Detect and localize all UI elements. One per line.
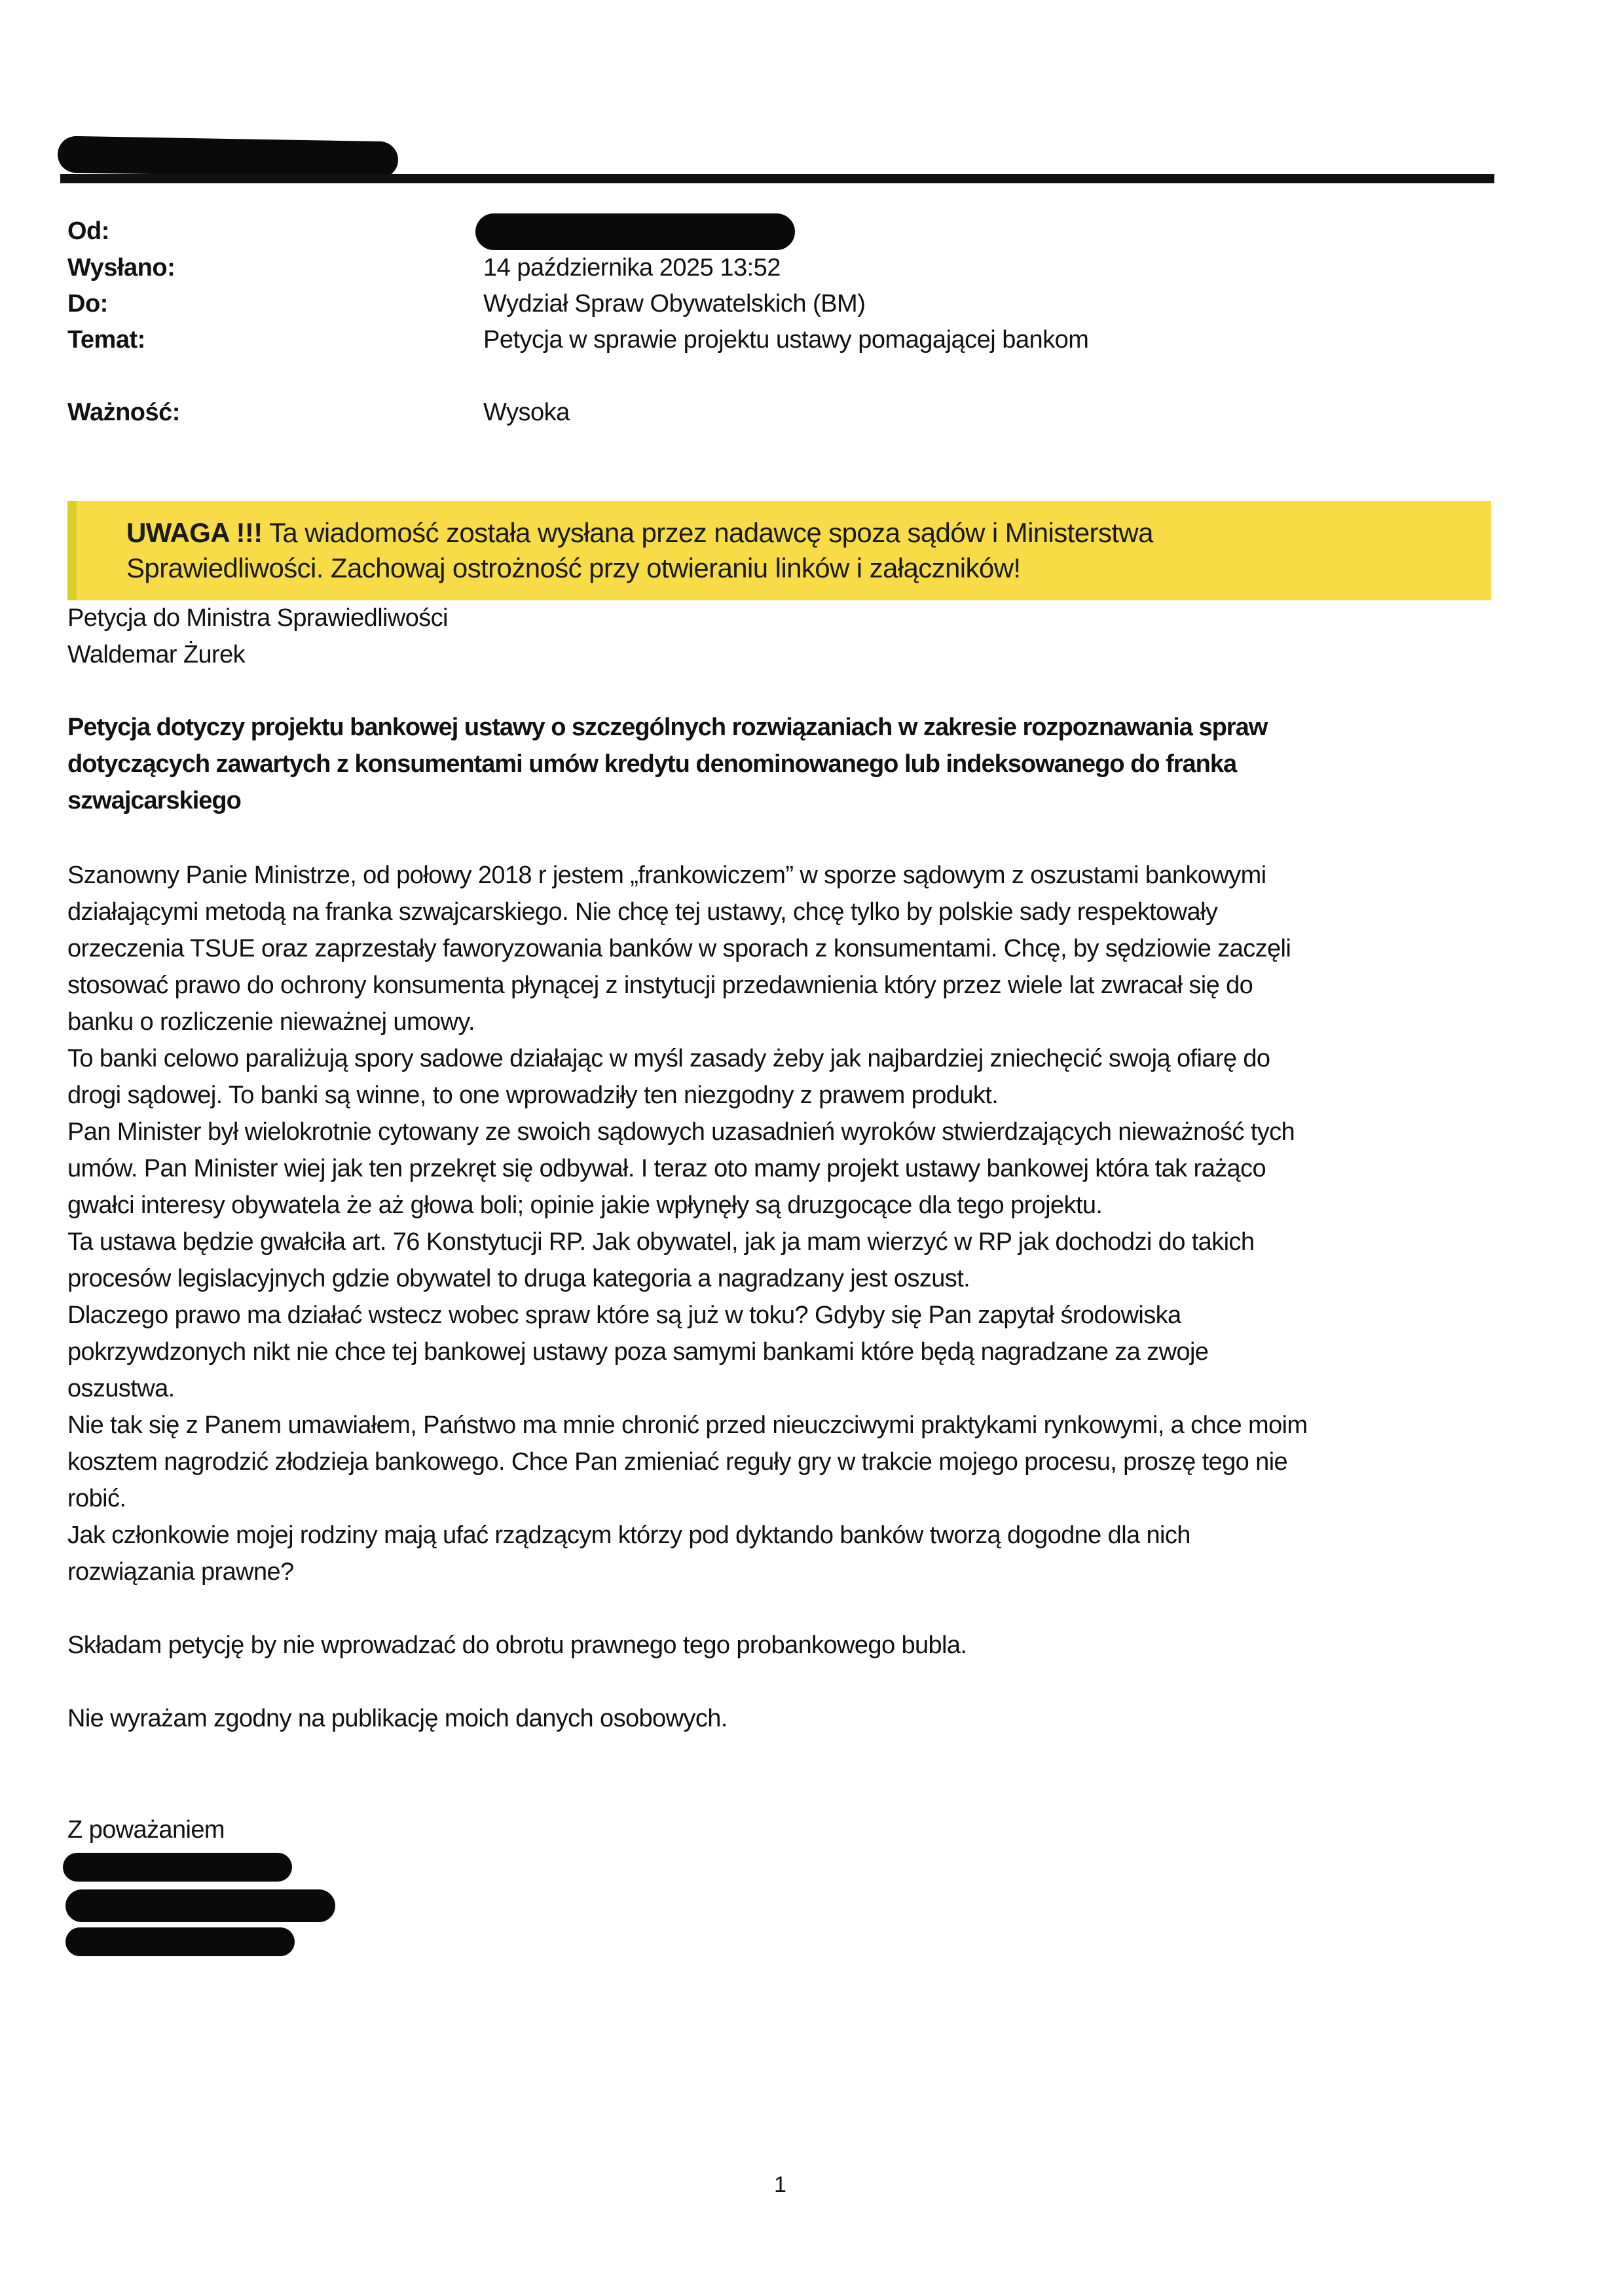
body-line: stosować prawo do ochrony konsumenta płynącej z instytucji przedawnienia który przez wiele lat zwracał się do (67, 972, 1253, 999)
page-number: 1 (774, 2172, 786, 2197)
title-line: dotyczących zawartych z konsumentami umów kredytu denominowanego lub indeksowanego do franka (67, 750, 1237, 778)
external-sender-warning-banner (67, 501, 1491, 600)
body-line: procesów legislacyjnych gdzie obywatel to druga kategoria a nagradzany jest oszust. (67, 1265, 970, 1292)
body-line: robić. (67, 1485, 126, 1512)
body-line: Ta ustawa będzie gwałciła art. 76 Konstytucji RP. Jak obywatel, jak ja mam wierzyć w RP jak dochodzi do takich (67, 1228, 1255, 1256)
warning-line-1: Ta wiadomość została wysłana przez nadawcę spoza sądów i Ministerstwa (262, 517, 1153, 548)
body-line: pokrzywdzonych nikt nie chce tej bankowej ustawy poza samymi bankami które będą nagradzane za zwoje (67, 1338, 1209, 1366)
to-label: Do: (67, 290, 108, 318)
subject-label: Temat: (67, 326, 145, 354)
warning-line-2: Sprawiedliwości. Zachowaj ostrożność przy otwieraniu linków i załączników! (126, 553, 1021, 583)
title-line: szwajcarskiego (67, 787, 241, 814)
importance-label: Ważność: (67, 399, 180, 426)
body-line: orzeczenia TSUE oraz zaprzestały faworyzowania banków w sporach z konsumentami. Chcę, by sędziowie zaczęli (67, 935, 1291, 962)
body-line: drogi sądowej. To banki są winne, to one wprowadziły ten niezgodny z prawem produkt. (67, 1082, 999, 1109)
redaction-signature-line-1 (63, 1853, 292, 1882)
redaction-from-value (475, 213, 795, 250)
redaction-signature-line-3 (65, 1927, 295, 1956)
sent-label: Wysłano: (67, 254, 175, 282)
body-line: gwałci interesy obywatela że aż głowa boli; opinie jakie wpłynęły są druzgocące dla tego projektu. (67, 1192, 1103, 1219)
body-line: Dlaczego prawo ma działać wstecz wobec spraw które są już w toku? Gdyby się Pan zapytał środowiska (67, 1302, 1181, 1329)
addressee-block (67, 600, 448, 673)
petition-body (67, 857, 1307, 1590)
petition-statement: Składam petycję by nie wprowadzać do obrotu prawnego tego probankowego bubla. (67, 1631, 967, 1659)
to-value: Wydział Spraw Obywatelskich (BM) (483, 290, 866, 318)
body-line: banku o rozliczenie nieważnej umowy. (67, 1008, 475, 1036)
body-line: Jak członkowie mojej rodziny mają ufać rządzącym którzy pod dyktando banków tworzą dogodne dla nich (67, 1522, 1190, 1549)
importance-value: Wysoka (483, 399, 570, 426)
sent-value: 14 października 2025 13:52 (483, 254, 781, 282)
from-label: Od: (67, 217, 109, 245)
addressee-line: Waldemar Żurek (67, 641, 246, 668)
body-line: kosztem nagrodzić złodzieja bankowego. Chce Pan zmieniać reguły gry w trakcie mojego procesu, proszę tego nie (67, 1448, 1288, 1476)
header-divider (60, 174, 1494, 183)
body-line: To banki celowo paraliżują spory sadowe działając w myśl zasady żeby jak najbardziej zniechęcić swoją ofiarę do (67, 1045, 1270, 1072)
consent-statement: Nie wyrażam zgodny na publikację moich danych osobowych. (67, 1705, 728, 1732)
body-line: umów. Pan Minister wiej jak ten przekręt się odbywał. I teraz oto mamy projekt ustawy bankowej która tak rażąco (67, 1155, 1266, 1182)
title-line: Petycja dotyczy projektu bankowej ustawy o szczególnych rozwiązaniach w zakresie rozpoznawania spraw (67, 714, 1268, 741)
body-line: działającymi metodą na franka szwajcarskiego. Nie chcę tej ustawy, chcę tylko by polskie sady respektowały (67, 898, 1218, 926)
warning-prefix: UWAGA !!! (126, 517, 263, 548)
body-line: Nie tak się z Panem umawiałem, Państwo ma mnie chronić przed nieuczciwymi praktykami rynkowymi, a chce moim (67, 1412, 1308, 1439)
closing: Z poważaniem (67, 1816, 225, 1844)
body-line: oszustwa. (67, 1375, 175, 1402)
body-line: Pan Minister był wielokrotnie cytowany ze swoich sądowych uzasadnień wyroków stwierdzających nieważność tych (67, 1118, 1295, 1146)
addressee-line: Petycja do Ministra Sprawiedliwości (67, 604, 448, 632)
subject-value: Petycja w sprawie projektu ustawy pomagającej bankom (483, 326, 1089, 354)
body-line: Szanowny Panie Ministrze, od połowy 2018 r jestem „frankowiczem” w sporze sądowym z oszustami bankowymi (67, 862, 1266, 889)
redaction-signature-line-2 (65, 1889, 335, 1922)
petition-title (67, 709, 1267, 819)
redaction-top-name (58, 136, 399, 178)
body-line: rozwiązania prawne? (67, 1558, 294, 1586)
